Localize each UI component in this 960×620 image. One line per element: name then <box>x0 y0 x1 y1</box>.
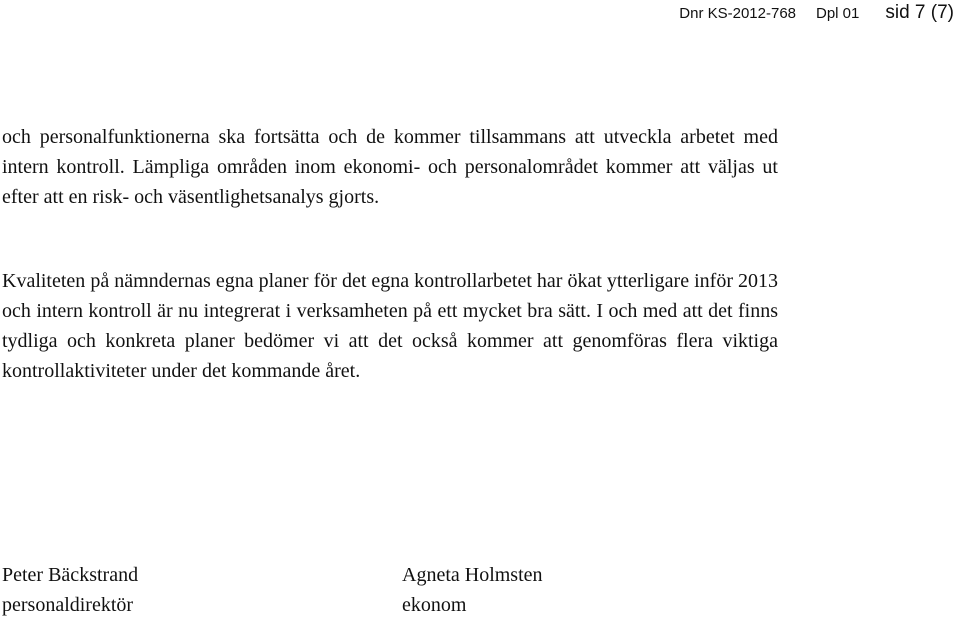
document-number: Dnr KS-2012-768 <box>679 5 796 22</box>
signatory-title: ekonom <box>402 594 467 616</box>
signature-block-1 <box>2 560 138 620</box>
signatory-title: personaldirektör <box>2 594 134 616</box>
page-header <box>679 2 954 24</box>
signatory-name: Agneta Holmsten <box>402 564 543 586</box>
document-part: Dpl 01 <box>816 5 860 22</box>
page-number: sid 7 (7) <box>885 2 954 23</box>
body-paragraph-1: och personalfunktionerna ska fortsätta och de kommer tillsammans att utveckla arbetet med intern kontroll. Lämpliga områden inom ekonomi- och personalområdet kommer att väljas ut efter att en risk- och väsentlighetsanalys gjorts. <box>2 126 778 208</box>
signatory-name: Peter Bäckstrand <box>2 564 139 586</box>
body-paragraph-2: Kvaliteten på nämndernas egna planer för det egna kontrollarbetet har ökat ytterligare inför 2013 och intern kontroll är nu integrerat i verksamheten på ett mycket bra sätt. I och med att det finns tydliga och konkreta planer bedömer vi att det också kommer att genomföras flera viktiga kontrollaktiviteter under det kommande året. <box>2 270 778 382</box>
signature-block-2 <box>402 560 543 620</box>
